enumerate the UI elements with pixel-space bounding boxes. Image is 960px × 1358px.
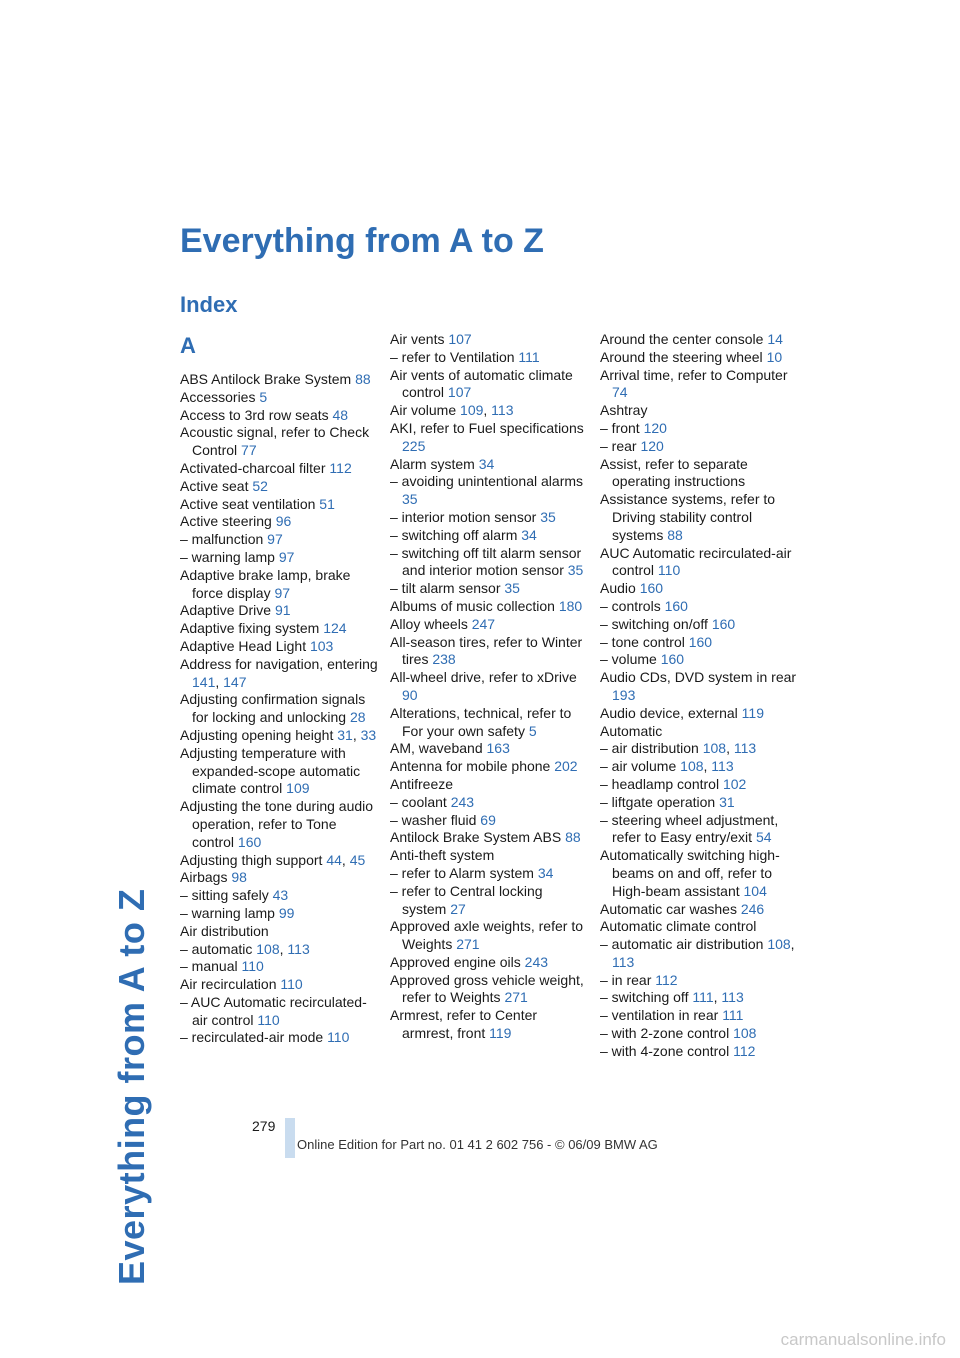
page-reference-link[interactable]: 108 [702,740,727,757]
index-term: – switching off alarm [390,526,518,543]
page-reference-link[interactable]: 108 [256,940,280,957]
index-entry [600,367,800,403]
page-reference-link[interactable]: 33 [360,726,377,743]
page-reference-link[interactable]: 27 [450,900,466,917]
index-entry [600,918,800,936]
index-term: Acoustic signal, refer to Check Control [180,424,370,459]
page-reference-link[interactable]: 111 [518,348,540,365]
index-entry [180,549,380,567]
index-term: – switching off [600,989,689,1006]
page-reference-link[interactable]: 77 [241,442,257,459]
page-reference-link[interactable]: 160 [688,633,713,650]
index-entry [390,972,590,1008]
index-term: Adaptive fixing system [180,620,320,637]
index-term: – malfunction [180,531,264,548]
index-term: Antenna for mobile phone [390,758,551,775]
index-term: Accessories [180,388,256,405]
page-reference-link[interactable]: 160 [237,833,262,850]
page-reference-link[interactable]: 102 [722,775,747,792]
index-term: – recirculated-air mode [180,1029,324,1046]
index-entry [390,545,590,581]
edition-note: Online Edition for Part no. 01 41 2 602 756 - © 06/09 BMW AG [297,1137,658,1152]
index-entry [390,883,590,919]
index-entry [390,598,590,616]
index-term: – headlamp control [600,775,720,792]
page-reference-link[interactable]: 108 [733,1025,757,1042]
index-term: – ventilation in rear [600,1007,719,1024]
index-entry [390,616,590,634]
watermark: carmanualsonline.info [780,1330,946,1349]
page-reference-link[interactable]: 202 [554,758,578,775]
index-term: Air vents [390,331,445,347]
index-term: Around the steering wheel [600,348,763,365]
index-term: – air volume [600,758,677,775]
index-entry [600,1025,800,1043]
page-reference-link[interactable]: 34 [478,455,495,472]
index-term: – rear [600,437,637,454]
index-term: – automatic [180,940,253,957]
index-entry [390,527,590,545]
page-reference-link[interactable]: 51 [319,495,335,512]
index-entry [390,509,590,527]
index-entry [180,478,380,496]
index-term: Air recirculation [180,976,277,993]
page-number: 279 [252,1118,276,1134]
index-term: – refer to Ventilation [390,348,515,365]
page-reference-link[interactable]: 14 [767,331,783,347]
index-column-3 [600,331,800,1061]
index-term: ABS Antilock Brake System [180,371,352,387]
page-reference-link[interactable]: 246 [740,900,765,917]
page-reference-link[interactable]: 225 [402,437,426,454]
page-reference-link[interactable]: 160 [639,580,664,597]
page-reference-link[interactable]: 163 [486,740,510,757]
page-reference-link[interactable]: 108 [680,758,704,775]
index-term: Adjusting temperature with expanded-scope automatic climate control [180,744,361,797]
index-term: Albums of music collection [390,597,555,614]
page-reference-link[interactable]: 112 [733,1042,756,1059]
index-entry [390,847,590,865]
index-term: Automatic [600,722,663,739]
index-entry [180,1029,380,1047]
page-reference-link[interactable]: 238 [432,651,456,668]
page-reference-link[interactable]: 69 [480,811,496,828]
index-term: Active seat ventilation [180,495,316,512]
page-reference-link[interactable]: 110 [241,958,264,975]
page-reference-link[interactable]: 180 [558,597,583,614]
page-reference-link[interactable]: 243 [524,953,549,970]
page-reference-link[interactable]: 107 [448,331,472,347]
page-reference-link[interactable]: 35 [402,491,418,508]
index-term: Audio device, external [600,704,738,721]
index-term: – controls [600,597,661,614]
page-reference-link[interactable]: 5 [259,388,268,405]
index-entry: – air volume 108, 113 [600,758,734,775]
index-entry: – automatic air distribution 108, 113 [600,936,795,970]
index-entry [600,812,800,848]
index-entry [600,331,800,349]
page-reference-link[interactable]: 109 [286,780,310,797]
index-entry [390,918,590,954]
index-entry: Adjusting thigh support 44, 45 [180,851,366,868]
index-term: AUC Automatic recirculated-air control [600,544,792,579]
index-term: Assistance systems, refer to Driving stability control systems [600,491,776,543]
index-entry [180,513,380,531]
page-reference-link[interactable]: 109 [460,402,484,419]
index-term: Approved axle weights, refer to Weights [390,918,583,953]
page-reference-link[interactable]: 28 [350,709,366,726]
page-reference-link[interactable]: 90 [402,686,418,703]
index-term: Alarm system [390,455,475,472]
page-reference-link[interactable]: 31 [337,726,353,743]
index-term: Air distribution [180,922,269,939]
side-title [112,230,152,1285]
page-reference-link[interactable]: 44 [326,851,342,868]
page-reference-link[interactable]: 112 [329,459,352,476]
index-entry [600,438,800,456]
index-column-2 [390,331,590,1043]
index-term: – washer fluid [390,811,477,828]
index-entry [390,669,590,705]
page-reference-link[interactable]: 54 [755,829,772,846]
page-reference-link[interactable]: 104 [743,882,767,899]
index-entry [180,407,380,425]
page-reference-link[interactable]: 35 [567,562,584,579]
index-term: – manual [180,958,238,975]
page-reference-link[interactable]: 97 [278,548,295,565]
index-entry [600,776,800,794]
index-term: – with 2-zone control [600,1025,730,1042]
index-term: – liftgate operation [600,793,716,810]
page-reference-link[interactable]: 147 [223,673,247,690]
index-entry [180,887,380,905]
index-term: Airbags [180,869,228,886]
index-term: – tilt alarm sensor [390,580,501,597]
index-entry [180,745,380,798]
page-reference-link[interactable]: 193 [612,686,636,703]
index-entry [180,905,380,923]
index-term: Automatic climate control [600,918,757,935]
index-entry [390,473,590,509]
index-term: – switching off tilt alarm sensor and interior motion sensor [390,544,582,579]
index-entry: Address for navigation, entering 141, 147 [180,655,378,690]
index-entry [390,705,590,741]
page-reference-link[interactable]: 108 [767,936,791,953]
section-title: Index [180,292,238,317]
index-entry [390,456,590,474]
footer-bar [285,1118,295,1158]
index-term: Adjusting opening height [180,726,334,743]
page-reference-link[interactable]: 247 [471,615,496,632]
index-entry [390,349,590,367]
page-reference-link[interactable]: 34 [521,526,537,543]
index-entry: Air volume 109, 113 [390,402,514,419]
index-entry [600,580,800,598]
page-reference-link[interactable]: 45 [349,851,366,868]
index-term: – tone control [600,633,685,650]
page-reference-link[interactable]: 111 [722,1007,744,1024]
index-term: – coolant [390,793,447,810]
index-entry [180,602,380,620]
index-entry [180,638,380,656]
index-term: – refer to Central locking system [390,882,543,917]
page-reference-link[interactable]: 160 [711,615,736,632]
index-entry: – automatic 108, 113 [180,940,310,957]
index-entry [600,901,800,919]
index-term: All-wheel drive, refer to xDrive [390,669,577,686]
page-reference-link[interactable]: 111 [692,989,714,1006]
page-reference-link[interactable]: 52 [252,477,268,494]
index-term: – in rear [600,971,652,988]
index-term: – air distribution [600,740,699,757]
index-term: Assist, refer to separate operating instructions [600,455,748,490]
page-reference-link[interactable]: 31 [719,793,735,810]
page-reference-link[interactable]: 119 [741,704,764,721]
index-term: Audio [600,580,636,597]
index-entry [600,847,800,900]
index-term: All-season tires, refer to Winter tires [390,633,583,668]
index-entry [390,580,590,598]
page-reference-link[interactable]: 113 [711,758,734,775]
index-entry [390,740,590,758]
page-reference-link[interactable]: 88 [355,371,371,387]
index-entry: – air distribution 108, 113 [600,740,757,757]
index-entry [390,331,590,349]
page-reference-link[interactable]: 48 [332,406,349,423]
index-entry [180,923,380,941]
index-term: – AUC Automatic recirculated-air control [180,993,367,1028]
index-entry [390,812,590,830]
index-term: Automatically switching high-beams on and off, refer to High-beam assistant [600,847,780,899]
index-term: Adaptive Drive [180,602,272,619]
index-entry [600,616,800,634]
index-entry [600,794,800,812]
index-term: Adjusting confirmation signals for locking and unlocking [180,691,366,726]
page-reference-link[interactable]: 97 [267,531,283,548]
index-entry [600,456,800,492]
index-term: Active steering [180,513,272,530]
index-term: Armrest, refer to Center armrest, front [390,1007,538,1042]
page-reference-link[interactable]: 124 [323,620,347,637]
index-entry [390,1007,590,1043]
page-reference-link[interactable]: 271 [456,936,480,953]
index-term: – automatic air distribution [600,936,764,953]
index-entry [390,776,590,794]
index-term: Adjusting thigh support [180,851,323,868]
index-entry [180,958,380,976]
index-entry [600,972,800,990]
index-term: Air volume [390,402,457,419]
index-entry [390,829,590,847]
index-entry [180,620,380,638]
index-entry [600,1007,800,1025]
index-term: AM, waveband [390,740,483,757]
page-reference-link[interactable]: 119 [489,1025,512,1042]
index-entry [180,531,380,549]
index-entry [180,567,380,603]
page-reference-link[interactable]: 97 [274,584,291,601]
page-reference-link[interactable]: 34 [537,864,554,881]
page-reference-link[interactable]: 120 [640,437,664,454]
index-letter-heading: A [180,333,196,358]
page-title: Everything from A to Z [180,222,544,260]
index-term: Adaptive brake lamp, brake force display [180,566,351,601]
page-reference-link[interactable]: 113 [612,953,635,970]
index-term: Alterations, technical, refer to For your own safety [390,704,572,739]
index-entry [390,758,590,776]
index-term: Automatic car washes [600,900,737,917]
index-term: Antifreeze [390,775,454,792]
index-entry [600,634,800,652]
page-reference-link[interactable]: 35 [540,508,556,525]
page-reference-link[interactable]: 110 [657,562,681,579]
page-reference-link[interactable]: 99 [278,904,295,921]
page-reference-link[interactable]: 110 [280,976,303,993]
page-reference-link[interactable]: 5 [528,722,537,739]
page-reference-link[interactable]: 96 [275,513,292,530]
index-entry: Adjusting opening height 31, 33 [180,726,377,743]
page-reference-link[interactable]: 112 [655,971,678,988]
index-entry [390,865,590,883]
page-reference-link[interactable]: 141 [192,673,216,690]
page-reference-link[interactable]: 113 [491,402,514,419]
index-term: Adjusting the tone during audio operation, refer to Tone control [180,798,374,850]
index-entry [600,420,800,438]
index-entry [600,491,800,544]
index-term: – switching on/off [600,615,708,632]
index-term: Antilock Brake System ABS [390,829,562,846]
index-entry [390,794,590,812]
index-term: Alloy wheels [390,615,468,632]
index-term: Active seat [180,477,249,494]
page-reference-link[interactable]: 110 [327,1029,350,1046]
index-term: – front [600,419,640,436]
page-reference-link[interactable]: 113 [721,989,744,1006]
page-reference-link[interactable]: 103 [309,637,334,654]
index-entry [180,496,380,514]
page-reference-link[interactable]: 74 [612,384,628,401]
index-entry [390,634,590,670]
index-term: Access to 3rd row seats [180,406,329,423]
index-term: Air vents of automatic climate control [390,366,573,401]
page-reference-link[interactable]: 91 [274,602,291,619]
index-term: – with 4-zone control [600,1042,730,1059]
page-reference-link[interactable]: 43 [272,887,289,904]
page-reference-link[interactable]: 110 [257,1011,280,1028]
index-term: Activated-charcoal filter [180,459,326,476]
page-reference-link[interactable]: 243 [450,793,475,810]
page-reference-link[interactable]: 120 [643,419,667,436]
index-entry [600,651,800,669]
index-term: Ashtray [600,402,648,419]
index-entry [600,1043,800,1061]
index-entry [180,869,380,887]
index-term: AKI, refer to Fuel specifications [390,419,584,436]
index-entry [600,349,800,367]
index-entry [600,402,800,420]
index-entry [600,669,800,705]
index-term: Approved gross vehicle weight, refer to Weights [390,971,584,1006]
page-reference-link[interactable]: 271 [504,989,528,1006]
index-entry [600,723,800,741]
index-term: – avoiding unintentional alarms [390,473,584,490]
index-term: – sitting safely [180,887,269,904]
index-entry [390,420,590,456]
index-entry [180,798,380,851]
page-reference-link[interactable]: 35 [504,580,520,597]
index-term: – interior motion sensor [390,508,537,525]
index-entry [600,598,800,616]
index-term: Anti-theft system [390,847,495,864]
index-term: Adaptive Head Light [180,637,307,654]
index-entry [390,367,590,403]
index-term: – volume [600,651,657,668]
index-term: Arrival time, refer to Computer [600,366,788,383]
index-entry [180,994,380,1030]
index-term: – warning lamp [180,904,275,921]
index-column-1 [180,331,380,1047]
page-reference-link[interactable]: 88 [667,526,683,543]
index-entry [600,545,800,581]
page-reference-link[interactable]: 98 [231,869,247,886]
index-entry [180,460,380,478]
index-term: – warning lamp [180,548,275,565]
index-entry [180,389,380,407]
index-entry [390,954,590,972]
page-reference-link[interactable]: 10 [766,348,783,365]
page-reference-link[interactable]: 113 [733,740,757,757]
side-title-text: Everything from A to Z [111,888,152,1285]
index-entry [180,976,380,994]
page-reference-link[interactable]: 160 [664,597,688,614]
index-term: Approved engine oils [390,953,521,970]
index-term: Around the center console [600,331,764,347]
page-reference-link[interactable]: 113 [287,940,310,957]
index-term: Address for navigation, entering [180,655,378,672]
index-entry [180,424,380,460]
index-entry [180,691,380,727]
page-reference-link[interactable]: 107 [447,384,472,401]
index-term: – steering wheel adjustment, refer to Easy entry/exit [600,811,779,846]
index-entry: – switching off 111, 113 [600,989,744,1006]
index-entry [180,371,380,389]
page-reference-link[interactable]: 88 [565,829,581,846]
index-term: – refer to Alarm system [390,864,534,881]
index-term: Audio CDs, DVD system in rear [600,669,797,686]
page-reference-link[interactable]: 160 [660,651,685,668]
index-entry [600,705,800,723]
